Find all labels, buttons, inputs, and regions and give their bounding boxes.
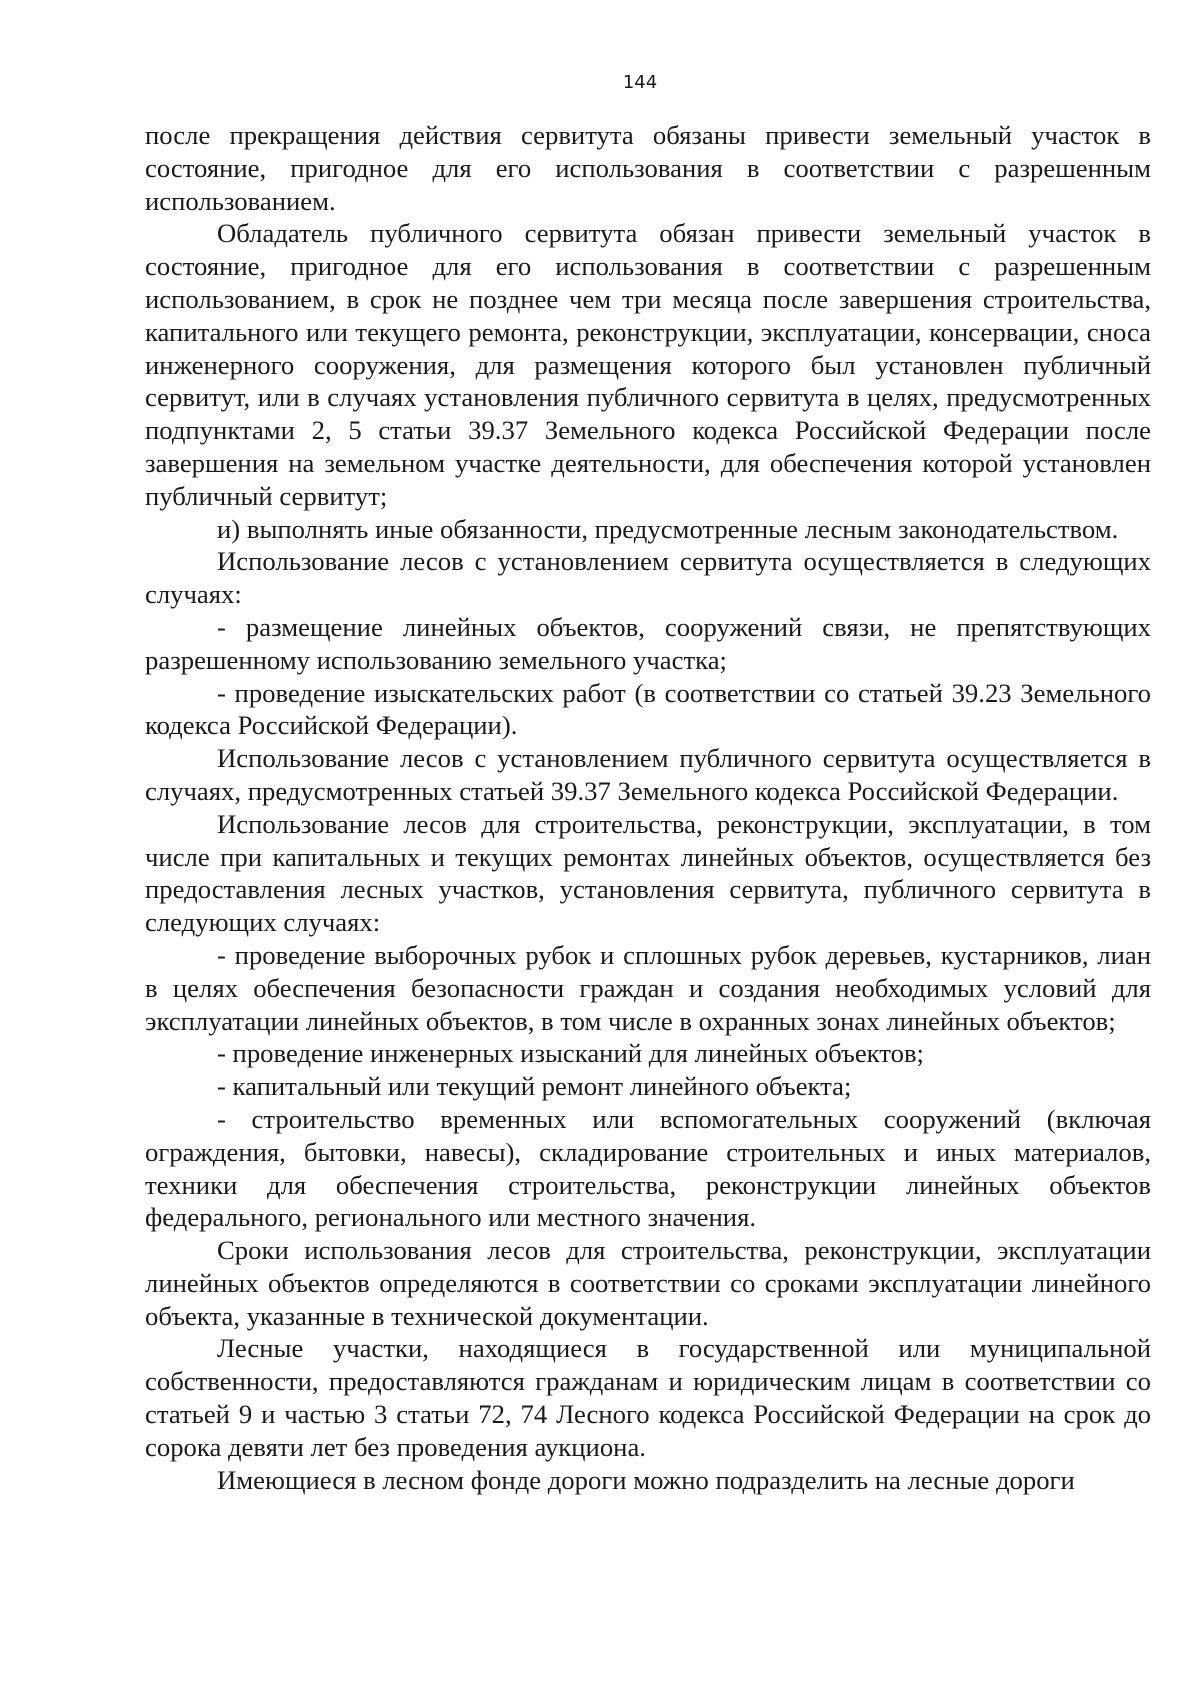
page-number: 144 — [622, 72, 658, 93]
paragraph: после прекращения действия сервитута обязаны привести земельный участок в состояние, пригодное для его использования в соответствии с разрешенным использованием. — [145, 120, 1151, 216]
paragraph: Использование лесов с установлением сервитута осуществляется в следующих случаях: — [145, 546, 1151, 610]
list-item: - проведение выборочных рубок и сплошных рубок деревьев, кустарников, лиан в целях обеспечения безопасности граждан и создания необходимых условий для эксплуатации линейных объектов, в том числе в охранных зонах линейных объектов; — [145, 939, 1151, 1036]
list-item: - строительство временных или вспомогательных сооружений (включая ограждения, бытовки, навесы), складирование строительных и иных материалов, техники для обеспечения строительства, реконструкции линейных объектов федерального, регионального или местного значения. — [145, 1103, 1151, 1233]
list-item: - капитальный или текущий ремонт линейного объекта; — [217, 1071, 852, 1102]
paragraph: Обладатель публичного сервитута обязан привести земельный участок в состояние, пригодное для его использования в соответствии с разрешенным использованием, в срок не позднее чем три месяца после завершения строительства, капитального или текущего ремонта, реконструкции, эксплуатации, консервации, сноса инженерного сооружения, для размещения которого был установлен публичный сервитут, или в случаях установления публичного сервитута в целях, предусмотренных подпунктами 2, 5 статьи 39.37 Земельного кодекса Российской Федерации после завершения на земельном участке деятельности, для обеспечения которой установлен публичный сервитут; — [145, 218, 1151, 511]
paragraph: Сроки использования лесов для строительства, реконструкции, эксплуатации линейных объектов определяются в соответствии со сроками эксплуатации линейного объекта, указанные в технической документации. — [145, 1235, 1151, 1331]
paragraph: Использование лесов с установлением публичного сервитута осуществляется в случаях, предусмотренных статьей 39.37 Земельного кодекса Российской Федерации. — [145, 743, 1151, 806]
paragraph: и) выполнять иные обязанности, предусмотренные лесным законодательством. — [217, 513, 1119, 544]
paragraph: Имеющиеся в лесном фонде дороги можно подразделить на лесные дороги — [217, 1464, 1075, 1495]
list-item: - проведение изыскательских работ (в соответствии со статьей 39.23 Земельного кодекса Российской Федерации). — [145, 677, 1151, 741]
document-body — [145, 119, 1151, 1496]
paragraph: Использование лесов для строительства, реконструкции, эксплуатации, в том числе при капитальных и текущих ремонтах линейных объектов, осуществляется без предоставления лесных участков, установления сервитута, публичного сервитута в следующих случаях: — [145, 808, 1151, 938]
list-item: - проведение инженерных изысканий для линейных объектов; — [217, 1038, 924, 1069]
paragraph: Лесные участки, находящиеся в государственной или муниципальной собственности, предоставляются гражданам и юридическим лицам в соответствии со статьей 9 и частью 3 статьи 72, 74 Лесного кодекса Российской Федерации на срок до сорока девяти лет без проведения аукциона. — [145, 1333, 1151, 1462]
list-item: - размещение линейных объектов, сооружений связи, не препятствующих разрешенному использованию земельного участка; — [145, 611, 1151, 675]
